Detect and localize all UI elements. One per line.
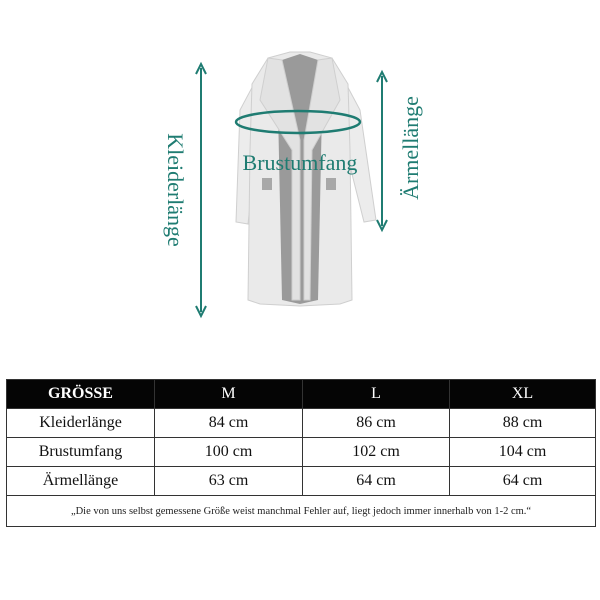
- table-row: [7, 467, 596, 496]
- chest-label: Brustumfang: [242, 150, 358, 175]
- header-m: M: [155, 380, 303, 409]
- table-cell: 63 cm: [155, 467, 303, 496]
- footnote-row: [7, 496, 596, 527]
- length-arrow: [196, 64, 206, 316]
- header-l: L: [303, 380, 450, 409]
- footnote: „Die von uns selbst gemessene Größe weist manchmal Fehler auf, liegt jedoch immer innerhalb von 1-2 cm.“: [7, 496, 596, 527]
- table-cell: 88 cm: [450, 409, 596, 438]
- table-cell: 64 cm: [450, 467, 596, 496]
- length-label: Kleiderlänge: [163, 133, 188, 247]
- row-label: Brustumfang: [7, 438, 155, 467]
- header-size: GRÖSSE: [7, 380, 155, 409]
- table-row: [7, 438, 596, 467]
- sleeve-arrow: [377, 72, 387, 230]
- table-cell: 84 cm: [155, 409, 303, 438]
- table-cell: 64 cm: [303, 467, 450, 496]
- sleeve-label: Ärmellänge: [398, 96, 423, 200]
- row-label: Kleiderlänge: [7, 409, 155, 438]
- size-table: [6, 379, 596, 527]
- coat-drawing: [236, 52, 376, 306]
- header-xl: XL: [450, 380, 596, 409]
- table-cell: 86 cm: [303, 409, 450, 438]
- table-row: [7, 409, 596, 438]
- row-label: Ärmellänge: [7, 467, 155, 496]
- table-cell: 102 cm: [303, 438, 450, 467]
- table-cell: 104 cm: [450, 438, 596, 467]
- table-cell: 100 cm: [155, 438, 303, 467]
- table-header-row: [7, 380, 596, 409]
